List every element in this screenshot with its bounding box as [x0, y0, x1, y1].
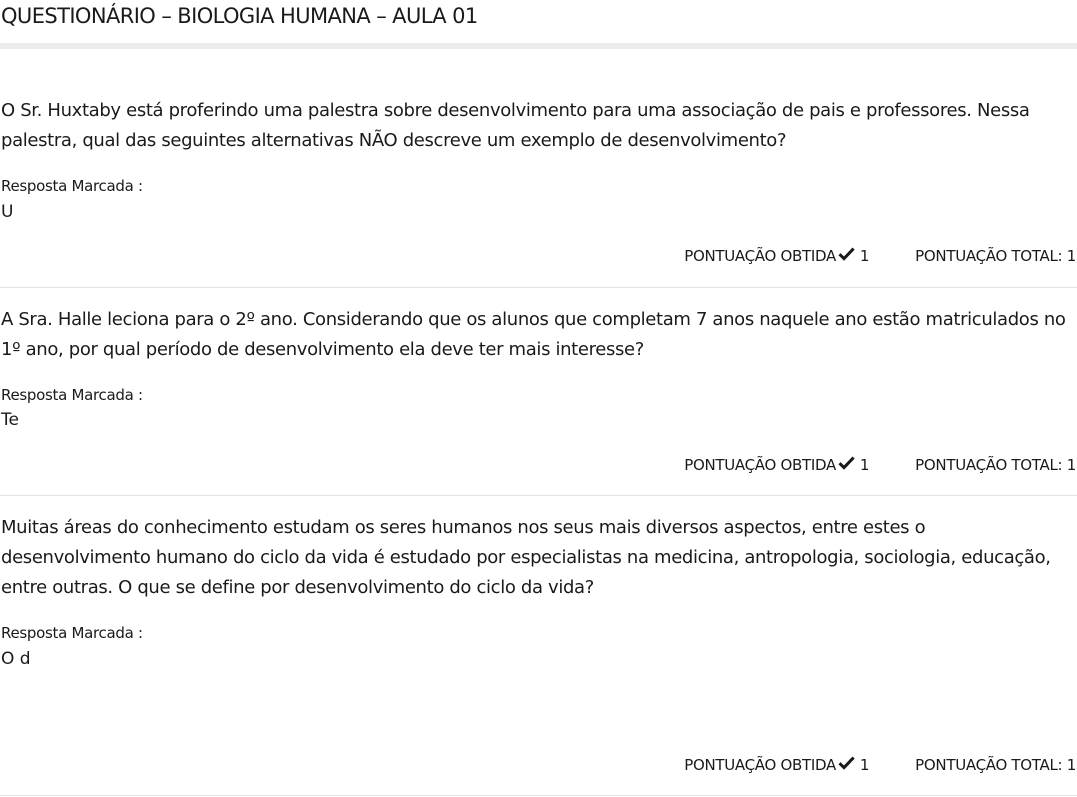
score-obtained-value: 1 — [859, 756, 870, 774]
check-icon — [838, 756, 855, 770]
score-obtained-value: 1 — [859, 247, 870, 265]
question-divider — [0, 795, 1077, 796]
score-total-value: 1 — [1066, 756, 1076, 774]
score-obtained-label: PONTUAÇÃO OBTIDA — [684, 456, 836, 474]
title-divider-bar — [0, 43, 1077, 49]
question-text: O Sr. Huxtaby está proferindo uma palestra sobre desenvolvimento para uma associação de pais e professores. Nessa palestra, qual das seguintes alternativas NÃO descreve um exemplo de desenvolvimento? — [1, 100, 1030, 151]
score-obtained-value: 1 — [859, 456, 870, 474]
score-total-label: PONTUAÇÃO TOTAL: — [915, 456, 1063, 474]
answer-value: Te — [1, 410, 19, 430]
question-divider — [0, 495, 1077, 496]
question-text: A Sra. Halle leciona para o 2º ano. Considerando que os alunos que completam 7 anos naquele ano estão matriculados no 1º ano, por qual período de desenvolvimento ela deve ter mais interesse? — [1, 309, 1066, 360]
score-total-label: PONTUAÇÃO TOTAL: — [915, 756, 1063, 774]
answer-label: Resposta Marcada : — [1, 386, 143, 404]
page-title: QUESTIONÁRIO – BIOLOGIA HUMANA – AULA 01 — [1, 4, 478, 28]
check-icon — [838, 247, 855, 261]
question-text: Muitas áreas do conhecimento estudam os seres humanos nos seus mais diversos aspectos, entre estes o desenvolvimento humano do ciclo da vida é estudado por especialistas na medicina, antropologia, sociologia, educação, entre outras. O que se define por desenvolvimento do ciclo da vida? — [1, 517, 1051, 598]
score-obtained-label: PONTUAÇÃO OBTIDA — [684, 756, 836, 774]
score-obtained-label: PONTUAÇÃO OBTIDA — [684, 247, 836, 265]
score-total-label: PONTUAÇÃO TOTAL: — [915, 247, 1063, 265]
score-row — [684, 455, 1076, 475]
answer-label: Resposta Marcada : — [1, 624, 143, 642]
score-total-value: 1 — [1066, 247, 1076, 265]
check-icon — [838, 456, 855, 470]
answer-value: U — [1, 202, 14, 222]
question-divider — [0, 287, 1077, 288]
answer-value: O d — [1, 649, 31, 669]
score-row — [684, 755, 1076, 775]
answer-label: Resposta Marcada : — [1, 177, 143, 195]
score-row — [684, 246, 1076, 266]
score-total-value: 1 — [1066, 456, 1076, 474]
